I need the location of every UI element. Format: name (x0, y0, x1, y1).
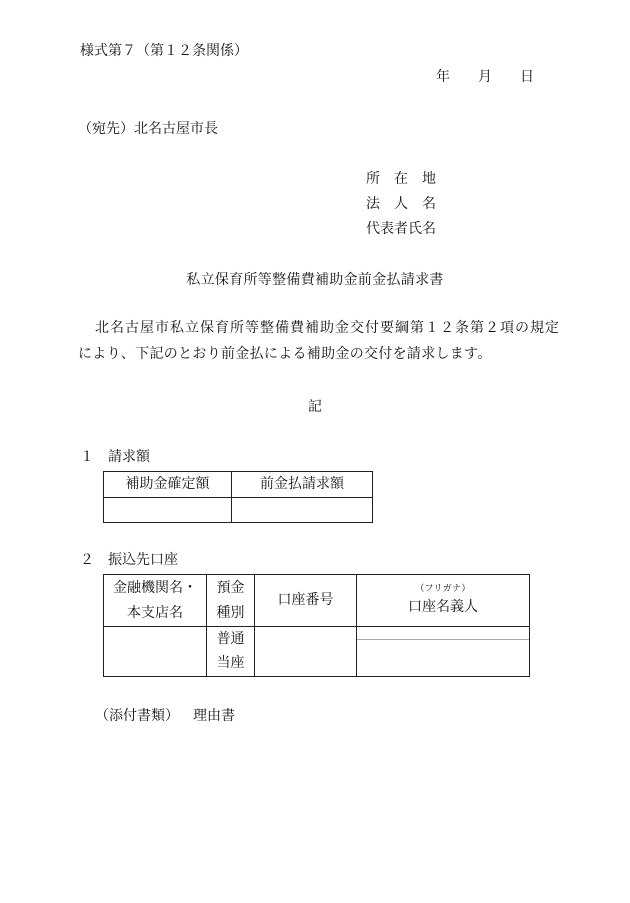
account-holder-name-row (357, 640, 529, 676)
deposit-type-header (207, 575, 255, 627)
subsidy-confirmed-amount-header (104, 472, 232, 498)
deposit-type-cell (207, 627, 255, 677)
advance-payment-amount-cell (232, 498, 373, 523)
account-number-header-label: 口座番号 (277, 592, 334, 608)
advance-payment-amount-header-label: 前金払請求額 (260, 476, 344, 492)
deposit-type-option: 当座 (216, 655, 245, 671)
applicant-representative-label: 代表者氏名 (366, 222, 436, 237)
bank-branch-header-line: 金融機関名・ (113, 580, 197, 596)
applicant-block (366, 170, 436, 245)
account-holder-name-label: 口座名義人 (408, 600, 478, 615)
subsidy-confirmed-amount-cell (104, 498, 232, 523)
form-number: 様式第７（第１２条関係） (80, 44, 248, 59)
subsidy-confirmed-amount-header-label: 補助金確定額 (125, 476, 210, 492)
bank-branch-header-line: 本支店名 (127, 605, 183, 621)
account-number-cell (255, 627, 357, 677)
account-holder-cell (357, 627, 530, 677)
deposit-type-header-line: 種別 (216, 605, 245, 621)
request-amount-table (103, 471, 373, 523)
document-title: 私立保育所等整備費補助金前金払請求書 (186, 273, 444, 288)
bank-branch-cell (104, 627, 207, 677)
attachments-label: （添付書類） (95, 709, 179, 724)
ki-marker: 記 (308, 400, 322, 415)
advance-payment-amount-header (232, 472, 373, 498)
date-line: 年 月 日 (436, 70, 534, 85)
section-2-heading: ２ 振込先口座 (80, 553, 178, 568)
deposit-type-option: 普通 (216, 631, 245, 647)
request-paragraph-line: 北名古屋市私立保育所等整備費補助金交付要綱第１２条第２項の規定 (95, 321, 560, 336)
applicant-address-label: 所 在 地 (366, 172, 436, 187)
applicant-corporation-label: 法 人 名 (366, 197, 436, 212)
account-holder-furigana-row (357, 627, 529, 640)
section-1-heading: １ 請求額 (80, 450, 150, 465)
attachments-value: 理由書 (193, 709, 235, 724)
request-paragraph-line: により、下記のとおり前金払による補助金の交付を請求します。 (78, 347, 492, 362)
account-number-header (255, 575, 357, 627)
addressee: （宛先）北名古屋市長 (78, 122, 218, 137)
account-holder-header (357, 575, 530, 627)
account-holder-furigana-label: （フリガナ） (415, 583, 471, 593)
transfer-account-table (103, 574, 530, 677)
deposit-type-header-line: 預金 (216, 580, 245, 596)
bank-branch-header (104, 575, 207, 627)
